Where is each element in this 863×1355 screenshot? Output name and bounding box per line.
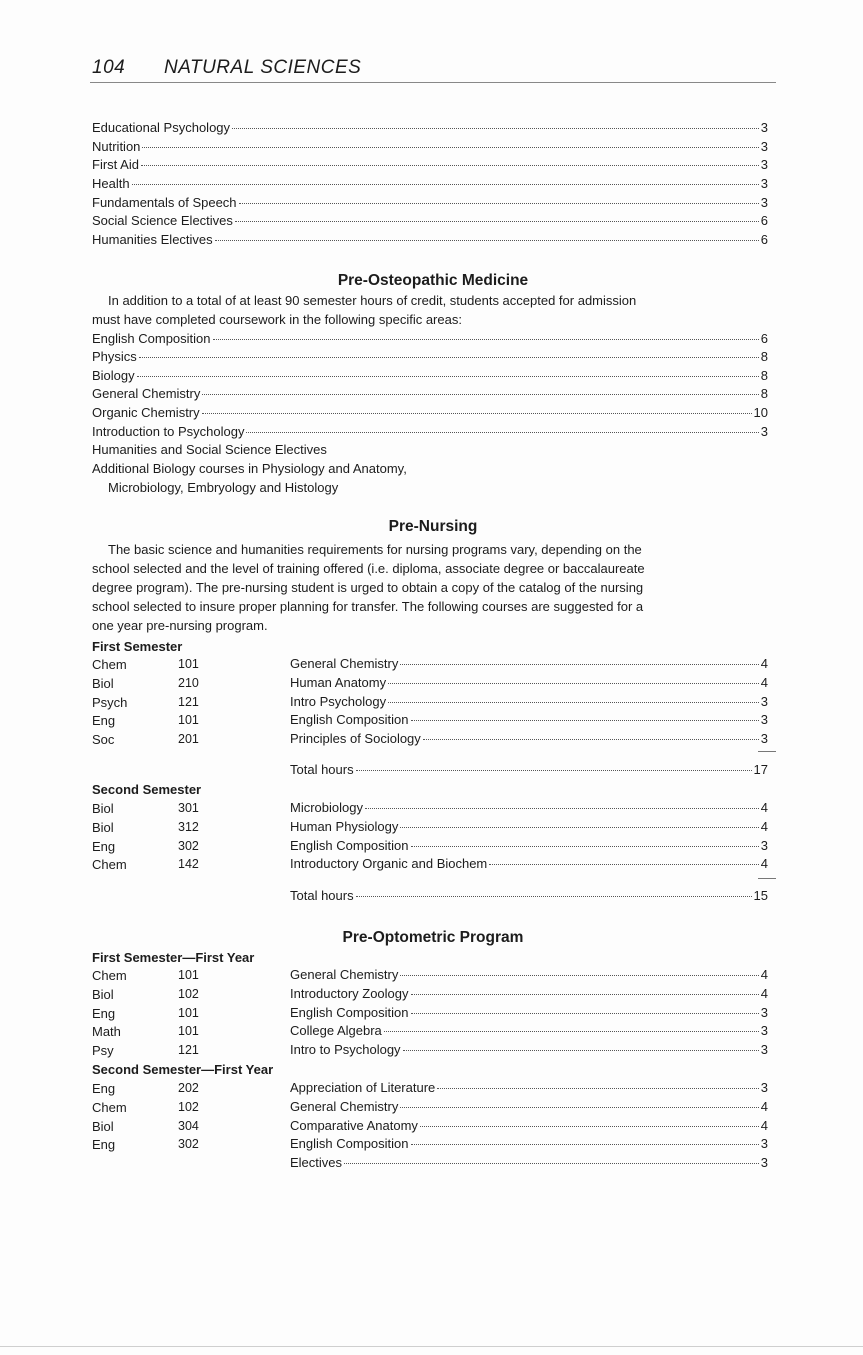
course-number: 121 — [178, 695, 199, 709]
list-item: Humanities Electives 6 — [92, 232, 768, 247]
course-dept: Chem — [92, 657, 127, 672]
course-number: 302 — [178, 839, 199, 853]
table-row: English Composition 3 — [290, 1136, 768, 1151]
table-row: Electives 3 — [290, 1155, 768, 1170]
table-row: Human Physiology 4 — [290, 819, 768, 834]
list-item: General Chemistry 8 — [92, 386, 768, 401]
course-dept: Psych — [92, 695, 128, 710]
course-number: 201 — [178, 732, 199, 746]
nursing-second-semester-heading: Second Semester — [92, 782, 202, 797]
osteo-extra-line: Microbiology, Embryology and Histology — [108, 480, 339, 495]
nursing-intro-line: school selected to insure proper planning for transfer. The following courses are suggested for a — [92, 599, 644, 614]
table-row: Intro to Psychology 3 — [290, 1042, 768, 1057]
course-dept: Psy — [92, 1043, 114, 1058]
course-number: 121 — [178, 1043, 199, 1057]
sum-rule — [758, 878, 776, 879]
course-dept: Eng — [92, 1081, 116, 1096]
course-dept: Chem — [92, 1100, 127, 1115]
page-number: 104 — [92, 57, 126, 78]
table-row: Principles of Sociology 3 — [290, 731, 768, 746]
osteo-extra-line: Additional Biology courses in Physiology and Anatomy, — [92, 461, 407, 476]
page-bottom-edge — [0, 1346, 863, 1347]
course-dept: Biol — [92, 987, 114, 1002]
optometric-first-heading: First Semester—First Year — [92, 950, 255, 965]
nursing-intro-line: degree program). The pre-nursing student is urged to obtain a copy of the catalog of the nursing — [92, 580, 644, 595]
course-number: 142 — [178, 857, 199, 871]
osteo-intro-line: must have completed coursework in the following specific areas: — [92, 312, 462, 327]
table-row: Appreciation of Literature 3 — [290, 1080, 768, 1095]
course-dept: Biol — [92, 676, 114, 691]
list-item: Educational Psychology 3 — [92, 120, 768, 135]
osteo-extra-line: Humanities and Social Science Electives — [92, 442, 327, 457]
course-number: 101 — [178, 968, 199, 982]
table-row: College Algebra 3 — [290, 1023, 768, 1038]
list-item: Organic Chemistry 10 — [92, 405, 768, 420]
table-row: General Chemistry 4 — [290, 967, 768, 982]
list-item: English Composition 6 — [92, 331, 768, 346]
course-dept: Eng — [92, 713, 116, 728]
course-dept: Biol — [92, 820, 114, 835]
course-number: 312 — [178, 820, 199, 834]
course-number: 102 — [178, 1100, 199, 1114]
course-number: 101 — [178, 1006, 199, 1020]
table-row: Introductory Organic and Biochem 4 — [290, 856, 768, 871]
course-number: 101 — [178, 713, 199, 727]
course-number: 102 — [178, 987, 199, 1001]
optometric-title: Pre-Optometric Program — [342, 929, 524, 946]
list-item: Physics 8 — [92, 349, 768, 364]
table-row: Introductory Zoology 4 — [290, 986, 768, 1001]
nursing-title: Pre-Nursing — [388, 518, 478, 535]
course-dept: Eng — [92, 1137, 116, 1152]
table-row: English Composition 3 — [290, 838, 768, 853]
osteo-title: Pre-Osteopathic Medicine — [337, 272, 529, 289]
header-rule — [90, 82, 776, 83]
list-item: First Aid 3 — [92, 157, 768, 172]
course-dept: Chem — [92, 968, 127, 983]
course-dept: Biol — [92, 801, 114, 816]
sum-rule — [758, 751, 776, 752]
total-hours-row: Total hours 15 — [290, 888, 768, 903]
list-item: Nutrition 3 — [92, 139, 768, 154]
table-row: English Composition 3 — [290, 712, 768, 727]
list-item: Biology 8 — [92, 368, 768, 383]
course-number: 302 — [178, 1137, 199, 1151]
nursing-first-semester-heading: First Semester — [92, 639, 183, 654]
page-header — [92, 57, 361, 79]
table-row: Microbiology 4 — [290, 800, 768, 815]
list-item: Health 3 — [92, 176, 768, 191]
optometric-second-heading: Second Semester—First Year — [92, 1062, 274, 1077]
course-number: 101 — [178, 657, 199, 671]
table-row: General Chemistry 4 — [290, 656, 768, 671]
course-dept: Soc — [92, 732, 115, 747]
course-number: 304 — [178, 1119, 199, 1133]
course-dept: Eng — [92, 1006, 116, 1021]
table-row: General Chemistry 4 — [290, 1099, 768, 1114]
table-row: Comparative Anatomy 4 — [290, 1118, 768, 1133]
table-row: English Composition 3 — [290, 1005, 768, 1020]
nursing-intro-line: The basic science and humanities requirements for nursing programs vary, depending on the — [108, 542, 642, 557]
list-item: Introduction to Psychology 3 — [92, 424, 768, 439]
course-number: 202 — [178, 1081, 199, 1095]
course-number: 101 — [178, 1024, 199, 1038]
course-dept: Eng — [92, 839, 116, 854]
course-dept: Chem — [92, 857, 127, 872]
osteo-intro-line: In addition to a total of at least 90 semester hours of credit, students accepted for admission — [108, 293, 637, 308]
course-dept: Biol — [92, 1119, 114, 1134]
table-row: Intro Psychology 3 — [290, 694, 768, 709]
list-item: Social Science Electives 6 — [92, 213, 768, 228]
course-dept: Math — [92, 1024, 121, 1039]
course-number: 301 — [178, 801, 199, 815]
nursing-intro-line: one year pre-nursing program. — [92, 618, 268, 633]
total-hours-row: Total hours 17 — [290, 762, 768, 777]
course-number: 210 — [178, 676, 199, 690]
section-title: NATURAL SCIENCES — [164, 57, 362, 78]
table-row: Human Anatomy 4 — [290, 675, 768, 690]
nursing-intro-line: school selected and the level of training offered (i.e. diploma, associate degree or baccalaureate — [92, 561, 645, 576]
list-item: Fundamentals of Speech 3 — [92, 195, 768, 210]
